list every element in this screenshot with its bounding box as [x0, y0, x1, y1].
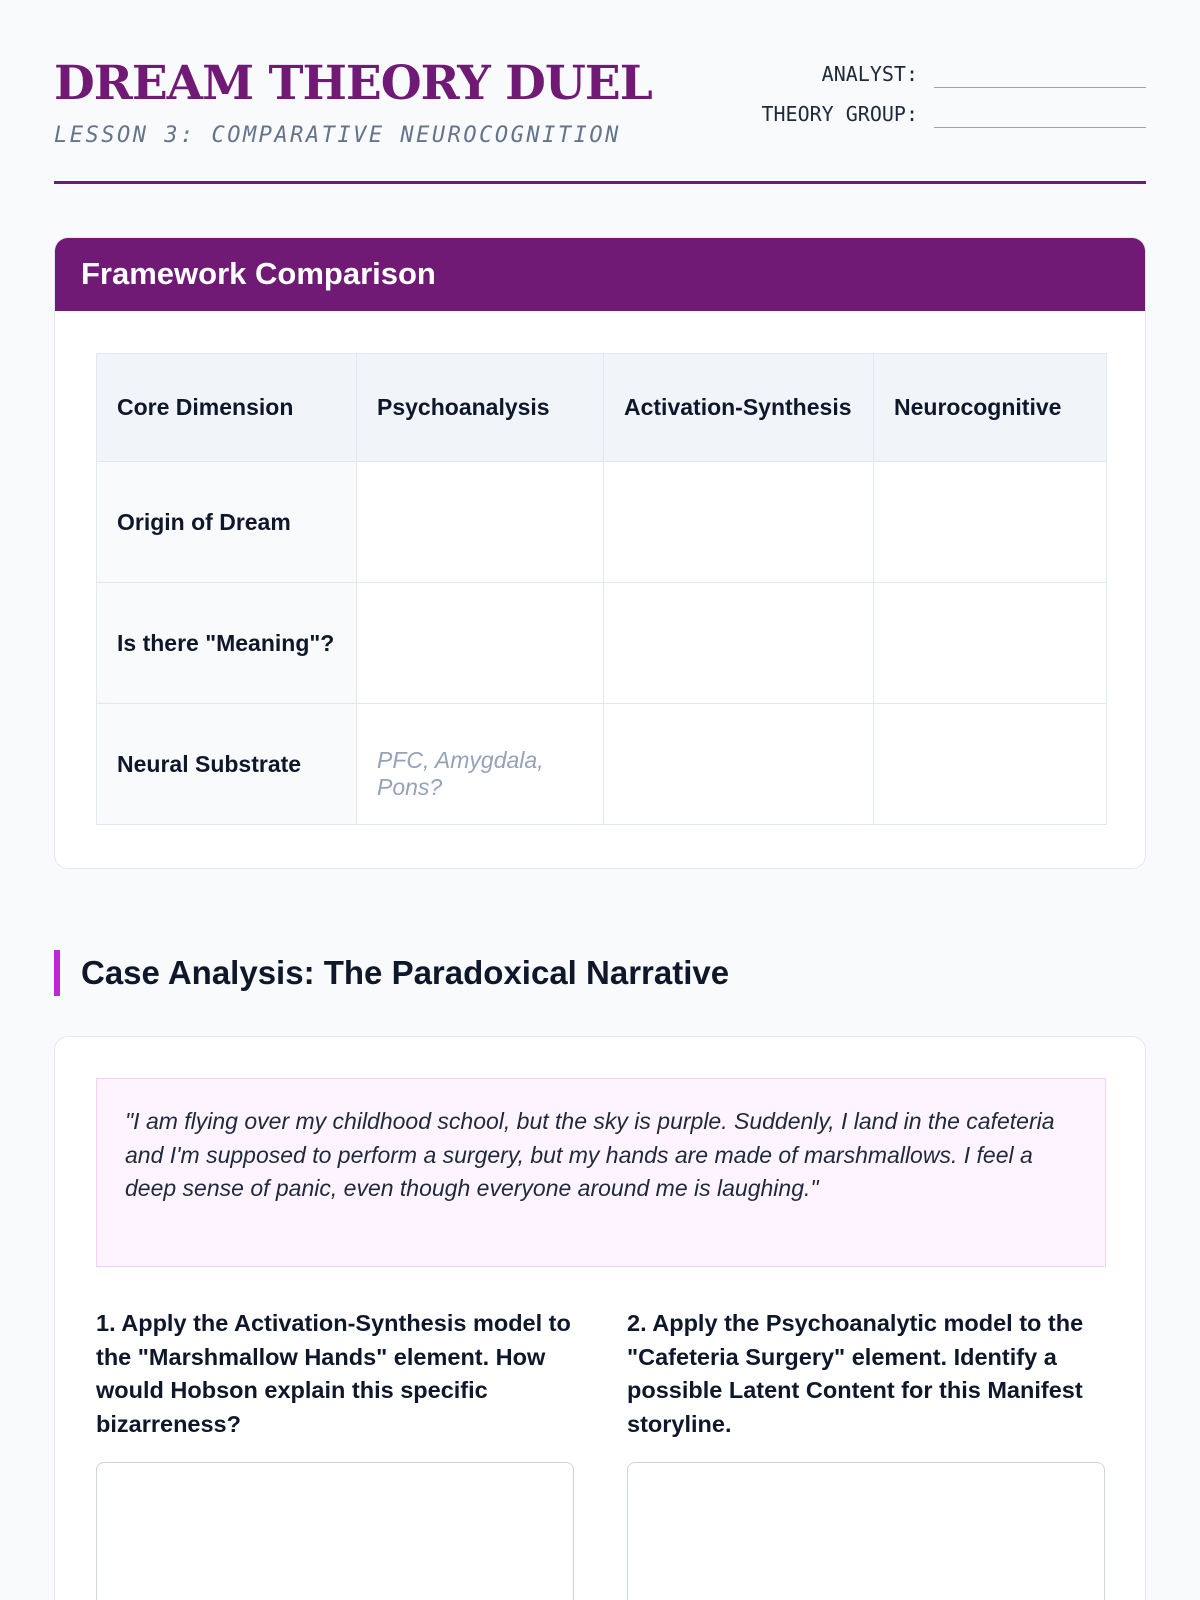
- column-header: Activation-Synthesis: [604, 354, 874, 462]
- theory-group-field[interactable]: [934, 100, 1146, 128]
- table-cell-hint[interactable]: PFC, Amygdala, Pons?: [357, 704, 604, 825]
- page-title: DREAM THEORY DUEL: [54, 56, 652, 111]
- framework-comparison-card: [54, 237, 1146, 869]
- comparison-table: [96, 353, 1107, 825]
- analyst-row: [716, 54, 1146, 94]
- analyst-field[interactable]: [934, 60, 1146, 88]
- case-analysis-heading: Case Analysis: The Paradoxical Narrative: [54, 950, 729, 996]
- table-row: [97, 583, 1107, 704]
- dream-quote: "I am flying over my childhood school, but the sky is purple. Suddenly, I land in the cafeteria and I'm supposed to perform a surgery, but my hands are made of marshmallows. I feel a deep sense of panic, even though everyone around me is laughing.": [96, 1078, 1106, 1267]
- column-header: Psychoanalysis: [357, 354, 604, 462]
- row-label: Is there "Meaning"?: [97, 583, 357, 704]
- table-cell[interactable]: [874, 583, 1107, 704]
- table-cell[interactable]: [357, 462, 604, 583]
- table-row: [97, 462, 1107, 583]
- question-2: 2. Apply the Psychoanalytic model to the "Cafeteria Surgery" element. Identify a possible Latent Content for this Manifest storyline.: [627, 1310, 1084, 1437]
- question-1: 1. Apply the Activation-Synthesis model to the "Marshmallow Hands" element. How would Hobson explain this specific bizarreness?: [96, 1310, 571, 1437]
- column-header: Core Dimension: [97, 354, 357, 462]
- answer-box-2[interactable]: [627, 1462, 1105, 1600]
- theory-group-label: THEORY GROUP:: [761, 102, 918, 126]
- table-row: [97, 704, 1107, 825]
- table-cell[interactable]: [874, 704, 1107, 825]
- table-cell[interactable]: [604, 583, 874, 704]
- student-info: [716, 54, 1146, 134]
- answer-box-1[interactable]: [96, 1462, 574, 1600]
- column-header: Neurocognitive: [874, 354, 1107, 462]
- analyst-label: ANALYST:: [821, 62, 918, 86]
- worksheet-header: [54, 0, 1146, 184]
- row-label: Origin of Dream: [97, 462, 357, 583]
- row-label: Neural Substrate: [97, 704, 357, 825]
- table-cell[interactable]: [874, 462, 1107, 583]
- framework-heading: Framework Comparison: [55, 238, 1145, 311]
- table-header-row: [97, 354, 1107, 462]
- table-cell[interactable]: [604, 704, 874, 825]
- case-analysis-card: [54, 1036, 1146, 1600]
- lesson-subtitle: LESSON 3: COMPARATIVE NEUROCOGNITION: [54, 123, 621, 148]
- table-cell[interactable]: [604, 462, 874, 583]
- theory-group-row: [716, 94, 1146, 134]
- table-cell[interactable]: [357, 583, 604, 704]
